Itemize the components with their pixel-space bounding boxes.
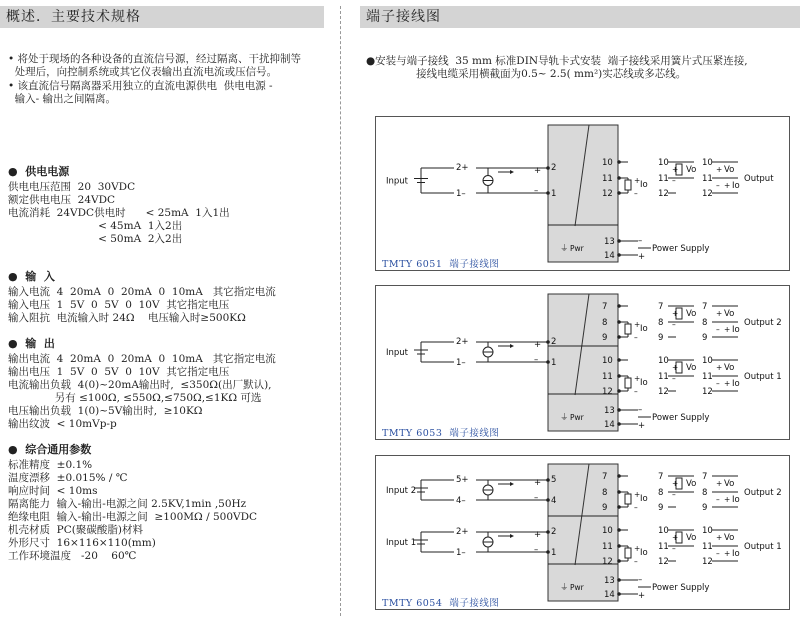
- plus-sign: +: [634, 374, 641, 383]
- minus-sign: –: [716, 325, 720, 334]
- io-label: Io: [640, 378, 648, 388]
- output-terminal: 10: [602, 356, 613, 366]
- intro-line: 输入- 输出之间隔离。: [8, 93, 117, 105]
- arrow-icon: [510, 170, 514, 174]
- plus-sign: +: [672, 533, 679, 542]
- wiring-header: 端子接线图: [360, 6, 800, 28]
- power-terminal: 13: [604, 576, 615, 586]
- output-title: ● 输 出: [8, 337, 55, 350]
- minus-sign: –: [672, 176, 676, 185]
- power-terminal: 14: [604, 251, 615, 261]
- plus-sign: +: [672, 165, 679, 174]
- input-label: Input 2: [386, 486, 417, 496]
- terminal-dot: [546, 498, 550, 502]
- plus-sign: +: [634, 544, 641, 553]
- plus-sign: +: [716, 165, 723, 174]
- ext-terminal: 11: [658, 542, 669, 552]
- minus-sign: –: [638, 405, 643, 415]
- plus-sign: +: [724, 379, 731, 388]
- ext-terminal: 12: [702, 189, 713, 199]
- diagram-6054: [375, 455, 790, 610]
- ext-terminal: 7: [702, 302, 708, 312]
- io-label: Io: [732, 379, 740, 389]
- wiring-svg: [376, 456, 789, 609]
- ext-terminal: 9: [658, 333, 664, 343]
- intro-line: 处理后，向控制系统或其它仪表输出直流电流或压信号。: [8, 66, 278, 78]
- diagram-6051: [375, 116, 790, 271]
- plus-sign: +: [672, 363, 679, 372]
- power-line: < 50mA 2入2出: [8, 233, 183, 245]
- output-line: 电流输出负载 4(0)~20mA输出时, ≤350Ω(出厂默认),: [8, 379, 272, 391]
- input-terminal: 1–: [456, 548, 466, 558]
- input-terminal: 2+: [456, 337, 469, 347]
- module-terminal: 1: [551, 358, 557, 368]
- plus-sign: +: [716, 309, 723, 318]
- general-title: ● 综合通用参数: [8, 443, 92, 456]
- general-line: 标准精度 ±0.1%: [8, 459, 93, 471]
- ext-terminal: 10: [658, 526, 669, 536]
- wiring-svg: [376, 117, 789, 270]
- vo-label: Vo: [686, 309, 697, 319]
- output-line: 输出纹波 < 10mVp-p: [8, 418, 117, 430]
- output-label: Output 1: [744, 542, 782, 552]
- ext-terminal: 10: [658, 356, 669, 366]
- ext-terminal: 7: [658, 302, 664, 312]
- minus-sign: –: [716, 549, 720, 558]
- output-label: Output 2: [744, 488, 782, 498]
- output-terminal: 12: [602, 189, 613, 199]
- ext-terminal: 12: [658, 387, 669, 397]
- general-line: 隔离能力 输入-输出-电源之间 2.5KV,1min ,50Hz: [8, 498, 247, 510]
- resistor-icon: [625, 378, 631, 388]
- ext-terminal: 11: [702, 174, 713, 184]
- minus-sign: –: [534, 186, 539, 196]
- ext-terminal: 10: [702, 158, 713, 168]
- input-terminal: 1–: [456, 189, 466, 199]
- vo-label: Vo: [686, 479, 697, 489]
- arrow-icon: [510, 482, 514, 486]
- io-label: Io: [732, 549, 740, 559]
- power-line: 电流消耗 24VDC供电时 < 25mA 1入1出: [8, 207, 230, 219]
- minus-sign: –: [716, 181, 720, 190]
- arrow-icon: [510, 344, 514, 348]
- pwr-label: Pwr: [570, 244, 584, 253]
- input-terminal: 1–: [456, 358, 466, 368]
- ext-terminal: 11: [658, 372, 669, 382]
- output-terminal: 7: [602, 302, 608, 312]
- diagram-caption: TMTY 6051 端子接线图: [382, 259, 500, 270]
- plus-sign: +: [724, 181, 731, 190]
- input-terminal: 2+: [456, 527, 469, 537]
- ext-terminal: 11: [702, 372, 713, 382]
- io-label: Io: [640, 494, 648, 504]
- power-terminal: 14: [604, 590, 615, 600]
- power-line: 额定供电电压 24VDC: [8, 194, 116, 206]
- minus-sign: –: [534, 355, 539, 365]
- plus-sign: +: [716, 533, 723, 542]
- ext-terminal: 11: [702, 542, 713, 552]
- ext-terminal: 9: [702, 503, 708, 513]
- power-supply-label: Power Supply: [652, 413, 710, 423]
- minus-sign: –: [672, 544, 676, 553]
- input-title: ● 输 入: [8, 270, 55, 283]
- minus-sign: –: [534, 545, 539, 555]
- power-terminal: 13: [604, 406, 615, 416]
- io-label: Io: [732, 495, 740, 505]
- vo-label: Vo: [686, 533, 697, 543]
- terminal-dot: [546, 360, 550, 364]
- output-line: 电压输出负载 1(0)~5V输出时, ≥10KΩ: [8, 405, 203, 417]
- minus-sign: –: [716, 495, 720, 504]
- io-label: Io: [640, 324, 648, 334]
- io-label: Io: [732, 181, 740, 191]
- minus-sign: –: [638, 575, 643, 585]
- general-line: 机壳材质 PC(聚碳酸脂)材料: [8, 524, 143, 536]
- output-terminal: 8: [602, 488, 608, 498]
- ext-terminal: 8: [658, 318, 664, 328]
- resistor-icon: [625, 494, 631, 504]
- output-terminal: 9: [602, 503, 608, 513]
- plus-sign: +: [724, 325, 731, 334]
- vo-label: Vo: [724, 479, 735, 489]
- vo-label: Vo: [724, 533, 735, 543]
- module-terminal: 2: [551, 163, 557, 173]
- ext-terminal: 10: [702, 526, 713, 536]
- minus-sign: –: [716, 379, 720, 388]
- resistor-icon: [625, 324, 631, 334]
- module-terminal: 2: [551, 337, 557, 347]
- vo-label: Vo: [724, 165, 735, 175]
- module-terminal: 5: [551, 475, 557, 485]
- intro-line: • 该直流信号隔离器采用独立的直流电源供电 供电电源 -: [8, 80, 273, 92]
- minus-sign: –: [634, 503, 638, 512]
- output-line: 输出电流 4 20mA 0 20mA 0 10mA 其它指定电流: [8, 353, 276, 365]
- minus-sign: –: [634, 333, 638, 342]
- ext-terminal: 10: [702, 356, 713, 366]
- ext-terminal: 12: [658, 557, 669, 567]
- general-line: 工作环境温度 -20 60℃: [8, 550, 137, 562]
- ground-icon: ⏚: [560, 244, 569, 254]
- output-line: 输出电压 1 5V 0 5V 0 10V 其它指定电压: [8, 366, 230, 378]
- ground-icon: ⏚: [560, 413, 569, 423]
- power-terminal: 14: [604, 420, 615, 430]
- module-terminal: 1: [551, 189, 557, 199]
- output-terminal: 11: [602, 372, 613, 382]
- power-line: < 45mA 1入2出: [8, 220, 183, 232]
- output-label: Output 1: [744, 372, 782, 382]
- output-terminal: 10: [602, 158, 613, 168]
- power-line: 供电电压范围 20 30VDC: [8, 181, 136, 193]
- plus-sign: +: [634, 320, 641, 329]
- power-title: ● 供电电源: [8, 165, 70, 178]
- terminal-dot: [546, 191, 550, 195]
- diagram-caption: TMTY 6054 端子接线图: [382, 598, 500, 609]
- plus-sign: +: [534, 478, 542, 488]
- output-terminal: 10: [602, 526, 613, 536]
- output-terminal: 7: [602, 472, 608, 482]
- general-line: 温度漂移 ±0.015% / ℃: [8, 472, 128, 484]
- plus-sign: +: [534, 340, 542, 350]
- module-terminal: 2: [551, 527, 557, 537]
- plus-sign: +: [716, 363, 723, 372]
- diagram-caption: TMTY 6053 端子接线图: [382, 428, 500, 439]
- plus-sign: +: [672, 309, 679, 318]
- install-line-2: 接线电缆采用横截面为0.5~ 2.5( mm²)实芯线或多芯线。: [366, 68, 687, 80]
- output-terminal: 8: [602, 318, 608, 328]
- io-label: Io: [640, 180, 648, 190]
- input-terminal: 2+: [456, 163, 469, 173]
- module-terminal: 1: [551, 548, 557, 558]
- ext-terminal: 8: [658, 488, 664, 498]
- terminal-dot: [546, 530, 550, 534]
- power-supply-label: Power Supply: [652, 244, 710, 254]
- ext-terminal: 7: [658, 472, 664, 482]
- ext-terminal: 12: [702, 557, 713, 567]
- minus-sign: –: [534, 493, 539, 503]
- pwr-label: Pwr: [570, 413, 584, 422]
- terminal-dot: [546, 166, 550, 170]
- vo-label: Vo: [686, 165, 697, 175]
- ext-terminal: 12: [702, 387, 713, 397]
- ext-terminal: 8: [702, 318, 708, 328]
- output-terminal: 11: [602, 174, 613, 184]
- general-line: 响应时间 < 10ms: [8, 485, 98, 497]
- general-line: 外形尺寸 16×116×110(mm): [8, 537, 156, 549]
- input-line: 输入阻抗 电流输入时 24Ω 电压输入时≥500KΩ: [8, 312, 246, 324]
- plus-sign: +: [638, 421, 646, 431]
- power-terminal: 13: [604, 237, 615, 247]
- ground-icon: ⏚: [560, 583, 569, 593]
- input-terminal: 4–: [456, 496, 466, 506]
- minus-sign: –: [634, 387, 638, 396]
- output-label: Output: [744, 174, 774, 184]
- output-label: Output 2: [744, 318, 782, 328]
- input-label: Input: [386, 176, 409, 187]
- plus-sign: +: [716, 479, 723, 488]
- spec-header: 概述．主要技术规格: [0, 6, 324, 28]
- plus-sign: +: [634, 176, 641, 185]
- plus-sign: +: [638, 591, 646, 601]
- general-line: 绝缘电阻 输入-输出-电源之间 ≥100MΩ / 500VDC: [8, 511, 258, 523]
- terminal-dot: [546, 478, 550, 482]
- intro-line: • 将处于现场的各种设备的直流信号源，经过隔离、干扰抑制等: [8, 53, 302, 65]
- minus-sign: –: [634, 189, 638, 198]
- input-line: 输入电流 4 20mA 0 20mA 0 10mA 其它指定电流: [8, 286, 276, 298]
- ext-terminal: 9: [702, 333, 708, 343]
- vo-label: Vo: [724, 363, 735, 373]
- terminal-dot: [546, 340, 550, 344]
- install-line-1: ●安装与端子接线 35 mm 标准DIN导轨卡式安装 端子接线采用簧片式压紧连接,: [366, 55, 748, 67]
- output-line: 另有 ≤100Ω, ≤550Ω,≤750Ω,≤1KΩ 可选: [8, 392, 262, 404]
- plus-sign: +: [634, 490, 641, 499]
- resistor-icon: [625, 180, 631, 190]
- input-label: Input 1: [386, 538, 417, 548]
- column-divider: [340, 6, 341, 616]
- arrow-icon: [510, 534, 514, 538]
- diagram-6053: [375, 285, 790, 440]
- minus-sign: –: [634, 557, 638, 566]
- input-label: Input: [386, 348, 409, 358]
- vo-label: Vo: [686, 363, 697, 373]
- ext-terminal: 7: [702, 472, 708, 482]
- terminal-dot: [546, 550, 550, 554]
- plus-sign: +: [724, 549, 731, 558]
- plus-sign: +: [638, 252, 646, 262]
- input-terminal: 5+: [456, 475, 469, 485]
- wiring-svg: [376, 286, 789, 439]
- io-label: Io: [732, 325, 740, 335]
- minus-sign: –: [638, 236, 643, 246]
- ext-terminal: 9: [658, 503, 664, 513]
- minus-sign: –: [672, 490, 676, 499]
- ext-terminal: 11: [658, 174, 669, 184]
- vo-label: Vo: [724, 309, 735, 319]
- minus-sign: –: [672, 374, 676, 383]
- power-supply-label: Power Supply: [652, 583, 710, 593]
- plus-sign: +: [724, 495, 731, 504]
- plus-sign: +: [534, 530, 542, 540]
- output-terminal: 11: [602, 542, 613, 552]
- ext-terminal: 10: [658, 158, 669, 168]
- output-terminal: 12: [602, 557, 613, 567]
- minus-sign: –: [672, 320, 676, 329]
- pwr-label: Pwr: [570, 583, 584, 592]
- resistor-icon: [625, 548, 631, 558]
- ext-terminal: 8: [702, 488, 708, 498]
- io-label: Io: [640, 548, 648, 558]
- module-terminal: 4: [551, 496, 557, 506]
- output-terminal: 9: [602, 333, 608, 343]
- ext-terminal: 12: [658, 189, 669, 199]
- input-line: 输入电压 1 5V 0 5V 0 10V 其它指定电压: [8, 299, 230, 311]
- output-terminal: 12: [602, 387, 613, 397]
- plus-sign: +: [534, 166, 542, 176]
- plus-sign: +: [672, 479, 679, 488]
